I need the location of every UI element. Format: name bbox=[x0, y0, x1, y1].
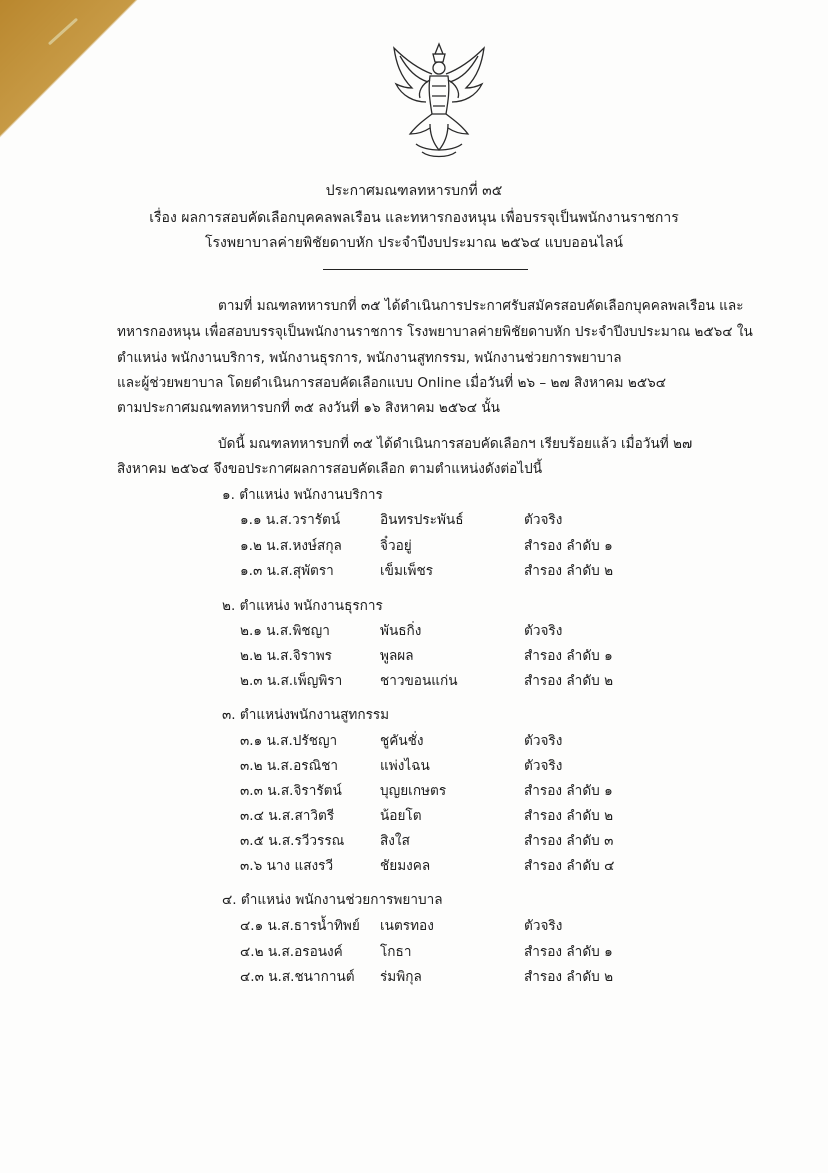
candidate-surname: เข็มเพ็ชร bbox=[380, 563, 434, 579]
candidate-name: ๑.๒ น.ส.หงษ์สกุล bbox=[240, 538, 342, 554]
candidate-surname: จิ๋วอยู่ bbox=[380, 538, 412, 554]
result-row bbox=[240, 729, 660, 749]
candidate-surname: เนตรทอง bbox=[380, 918, 434, 934]
paragraph-line: ทหารกองหนุน เพื่อสอบบรรจุเป็นพนักงานราชการ โรงพยาบาลค่ายพิชัยดาบหัก ประจำปีงบประมาณ ๒๕๖๔ ใน bbox=[117, 324, 753, 340]
candidate-name: ๔.๒ น.ส.อรอนงค์ bbox=[240, 944, 343, 960]
result-row bbox=[240, 534, 660, 554]
candidate-surname: น้อยโต bbox=[380, 808, 422, 824]
candidate-name: ๒.๓ น.ส.เพ็ญพิรา bbox=[240, 673, 343, 689]
paragraph-line: บัดนี้ มณฑลทหารบกที่ ๓๕ ได้ดำเนินการสอบคัดเลือกฯ เรียบร้อยแล้ว เมื่อวันที่ ๒๗ bbox=[218, 436, 693, 452]
result-row bbox=[240, 829, 660, 849]
candidate-status: สำรอง ลำดับ ๒ bbox=[524, 969, 614, 985]
paragraph-line: ตามประกาศมณฑลทหารบกที่ ๓๕ ลงวันที่ ๑๖ สิงหาคม ๒๕๖๔ นั้น bbox=[117, 400, 500, 416]
candidate-surname: บุญยเกษตร bbox=[380, 783, 447, 799]
candidate-status: สำรอง ลำดับ ๑ bbox=[524, 538, 613, 554]
candidate-surname: พันธกิ่ง bbox=[380, 623, 422, 639]
result-row bbox=[240, 644, 660, 664]
candidate-surname: แพ่งไฉน bbox=[380, 758, 430, 774]
candidate-name: ๔.๓ น.ส.ชนากานต์ bbox=[240, 969, 355, 985]
result-row bbox=[240, 754, 660, 774]
candidate-status: สำรอง ลำดับ ๑ bbox=[524, 648, 613, 664]
candidate-status: สำรอง ลำดับ ๒ bbox=[524, 563, 614, 579]
candidate-surname: โกธา bbox=[380, 944, 412, 960]
result-row bbox=[240, 669, 660, 689]
candidate-name: ๒.๑ น.ส.พิชญา bbox=[240, 623, 330, 639]
announcement-subject: เรื่อง ผลการสอบคัดเลือกบุคคลพลเรือน และทหารกองหนุน เพื่อบรรจุเป็นพนักงานราชการ bbox=[149, 210, 679, 226]
candidate-surname: ร่มพิกุล bbox=[380, 969, 422, 985]
paragraph-line: ตามที่ มณฑลทหารบกที่ ๓๕ ได้ดำเนินการประกาศรับสมัครสอบคัดเลือกบุคคลพลเรือน และ bbox=[218, 298, 744, 314]
candidate-name: ๑.๑ น.ส.วรารัตน์ bbox=[240, 512, 341, 528]
candidate-status: ตัวจริง bbox=[524, 623, 563, 639]
announcement-title: ประกาศมณฑลทหารบกที่ ๓๕ bbox=[325, 183, 503, 199]
candidate-status: ตัวจริง bbox=[524, 758, 563, 774]
paragraph-line: และผู้ช่วยพยาบาล โดยดำเนินการสอบคัดเลือกแบบ Online เมื่อวันที่ ๒๖ – ๒๗ สิงหาคม ๒๕๖๔ bbox=[117, 375, 667, 391]
section-title: ๑. ตำแหน่ง พนักงานบริการ bbox=[222, 487, 383, 503]
title-divider bbox=[323, 269, 528, 270]
candidate-name: ๑.๓ น.ส.สุพัตรา bbox=[240, 563, 334, 579]
candidate-surname: อินทรประพันธ์ bbox=[380, 512, 464, 528]
candidate-name: ๓.๑ น.ส.ปรัชญา bbox=[240, 733, 338, 749]
candidate-status: สำรอง ลำดับ ๑ bbox=[524, 944, 613, 960]
candidate-name: ๔.๑ น.ส.ธารน้ำทิพย์ bbox=[240, 918, 360, 934]
candidate-status: สำรอง ลำดับ ๑ bbox=[524, 783, 613, 799]
result-row bbox=[240, 559, 660, 579]
candidate-status: สำรอง ลำดับ ๒ bbox=[524, 673, 614, 689]
section-title: ๔. ตำแหน่ง พนักงานช่วยการพยาบาล bbox=[222, 892, 443, 908]
candidate-name: ๓.๓ น.ส.จิรารัตน์ bbox=[240, 783, 342, 799]
result-row bbox=[240, 914, 660, 934]
result-row bbox=[240, 854, 660, 874]
candidate-name: ๓.๕ น.ส.รวีวรรณ bbox=[240, 833, 345, 849]
result-row bbox=[240, 619, 660, 639]
candidate-surname: ชัยมงคล bbox=[380, 858, 431, 874]
paragraph-line: ตำแหน่ง พนักงานบริการ, พนักงานธุรการ, พนักงานสูทกรรม, พนักงานช่วยการพยาบาล bbox=[117, 350, 622, 366]
candidate-surname: ชาวขอนแก่น bbox=[380, 673, 458, 689]
result-row bbox=[240, 779, 660, 799]
paragraph-line: สิงหาคม ๒๕๖๔ จึงขอประกาศผลการสอบคัดเลือก ตามตำแหน่งดังต่อไปนี้ bbox=[117, 461, 543, 477]
result-row bbox=[240, 804, 660, 824]
candidate-name: ๓.๒ น.ส.อรณิชา bbox=[240, 758, 339, 774]
result-row bbox=[240, 508, 660, 528]
candidate-status: ตัวจริง bbox=[524, 918, 563, 934]
candidate-surname: ชูคันชั่ง bbox=[380, 733, 424, 749]
candidate-status: สำรอง ลำดับ ๒ bbox=[524, 808, 614, 824]
candidate-status: สำรอง ลำดับ ๓ bbox=[524, 833, 614, 849]
candidate-status: สำรอง ลำดับ ๔ bbox=[524, 858, 615, 874]
candidate-name: ๓.๖ นาง แสงรวี bbox=[240, 858, 334, 874]
section-title: ๓. ตำแหน่งพนักงานสูทกรรม bbox=[222, 707, 390, 723]
section-title: ๒. ตำแหน่ง พนักงานธุรการ bbox=[222, 598, 383, 614]
result-row bbox=[240, 940, 660, 960]
candidate-surname: พูลผล bbox=[380, 648, 414, 664]
candidate-name: ๒.๒ น.ส.จิราพร bbox=[240, 648, 332, 664]
candidate-surname: สิงใส bbox=[380, 833, 410, 849]
result-row bbox=[240, 965, 660, 985]
candidate-status: ตัวจริง bbox=[524, 512, 563, 528]
garuda-emblem-icon bbox=[386, 40, 492, 162]
candidate-status: ตัวจริง bbox=[524, 733, 563, 749]
announcement-subject-cont: โรงพยาบาลค่ายพิชัยดาบหัก ประจำปีงบประมาณ ๒๕๖๔ แบบออนไลน์ bbox=[204, 235, 624, 251]
candidate-name: ๓.๔ น.ส.สาวิตรี bbox=[240, 808, 335, 824]
